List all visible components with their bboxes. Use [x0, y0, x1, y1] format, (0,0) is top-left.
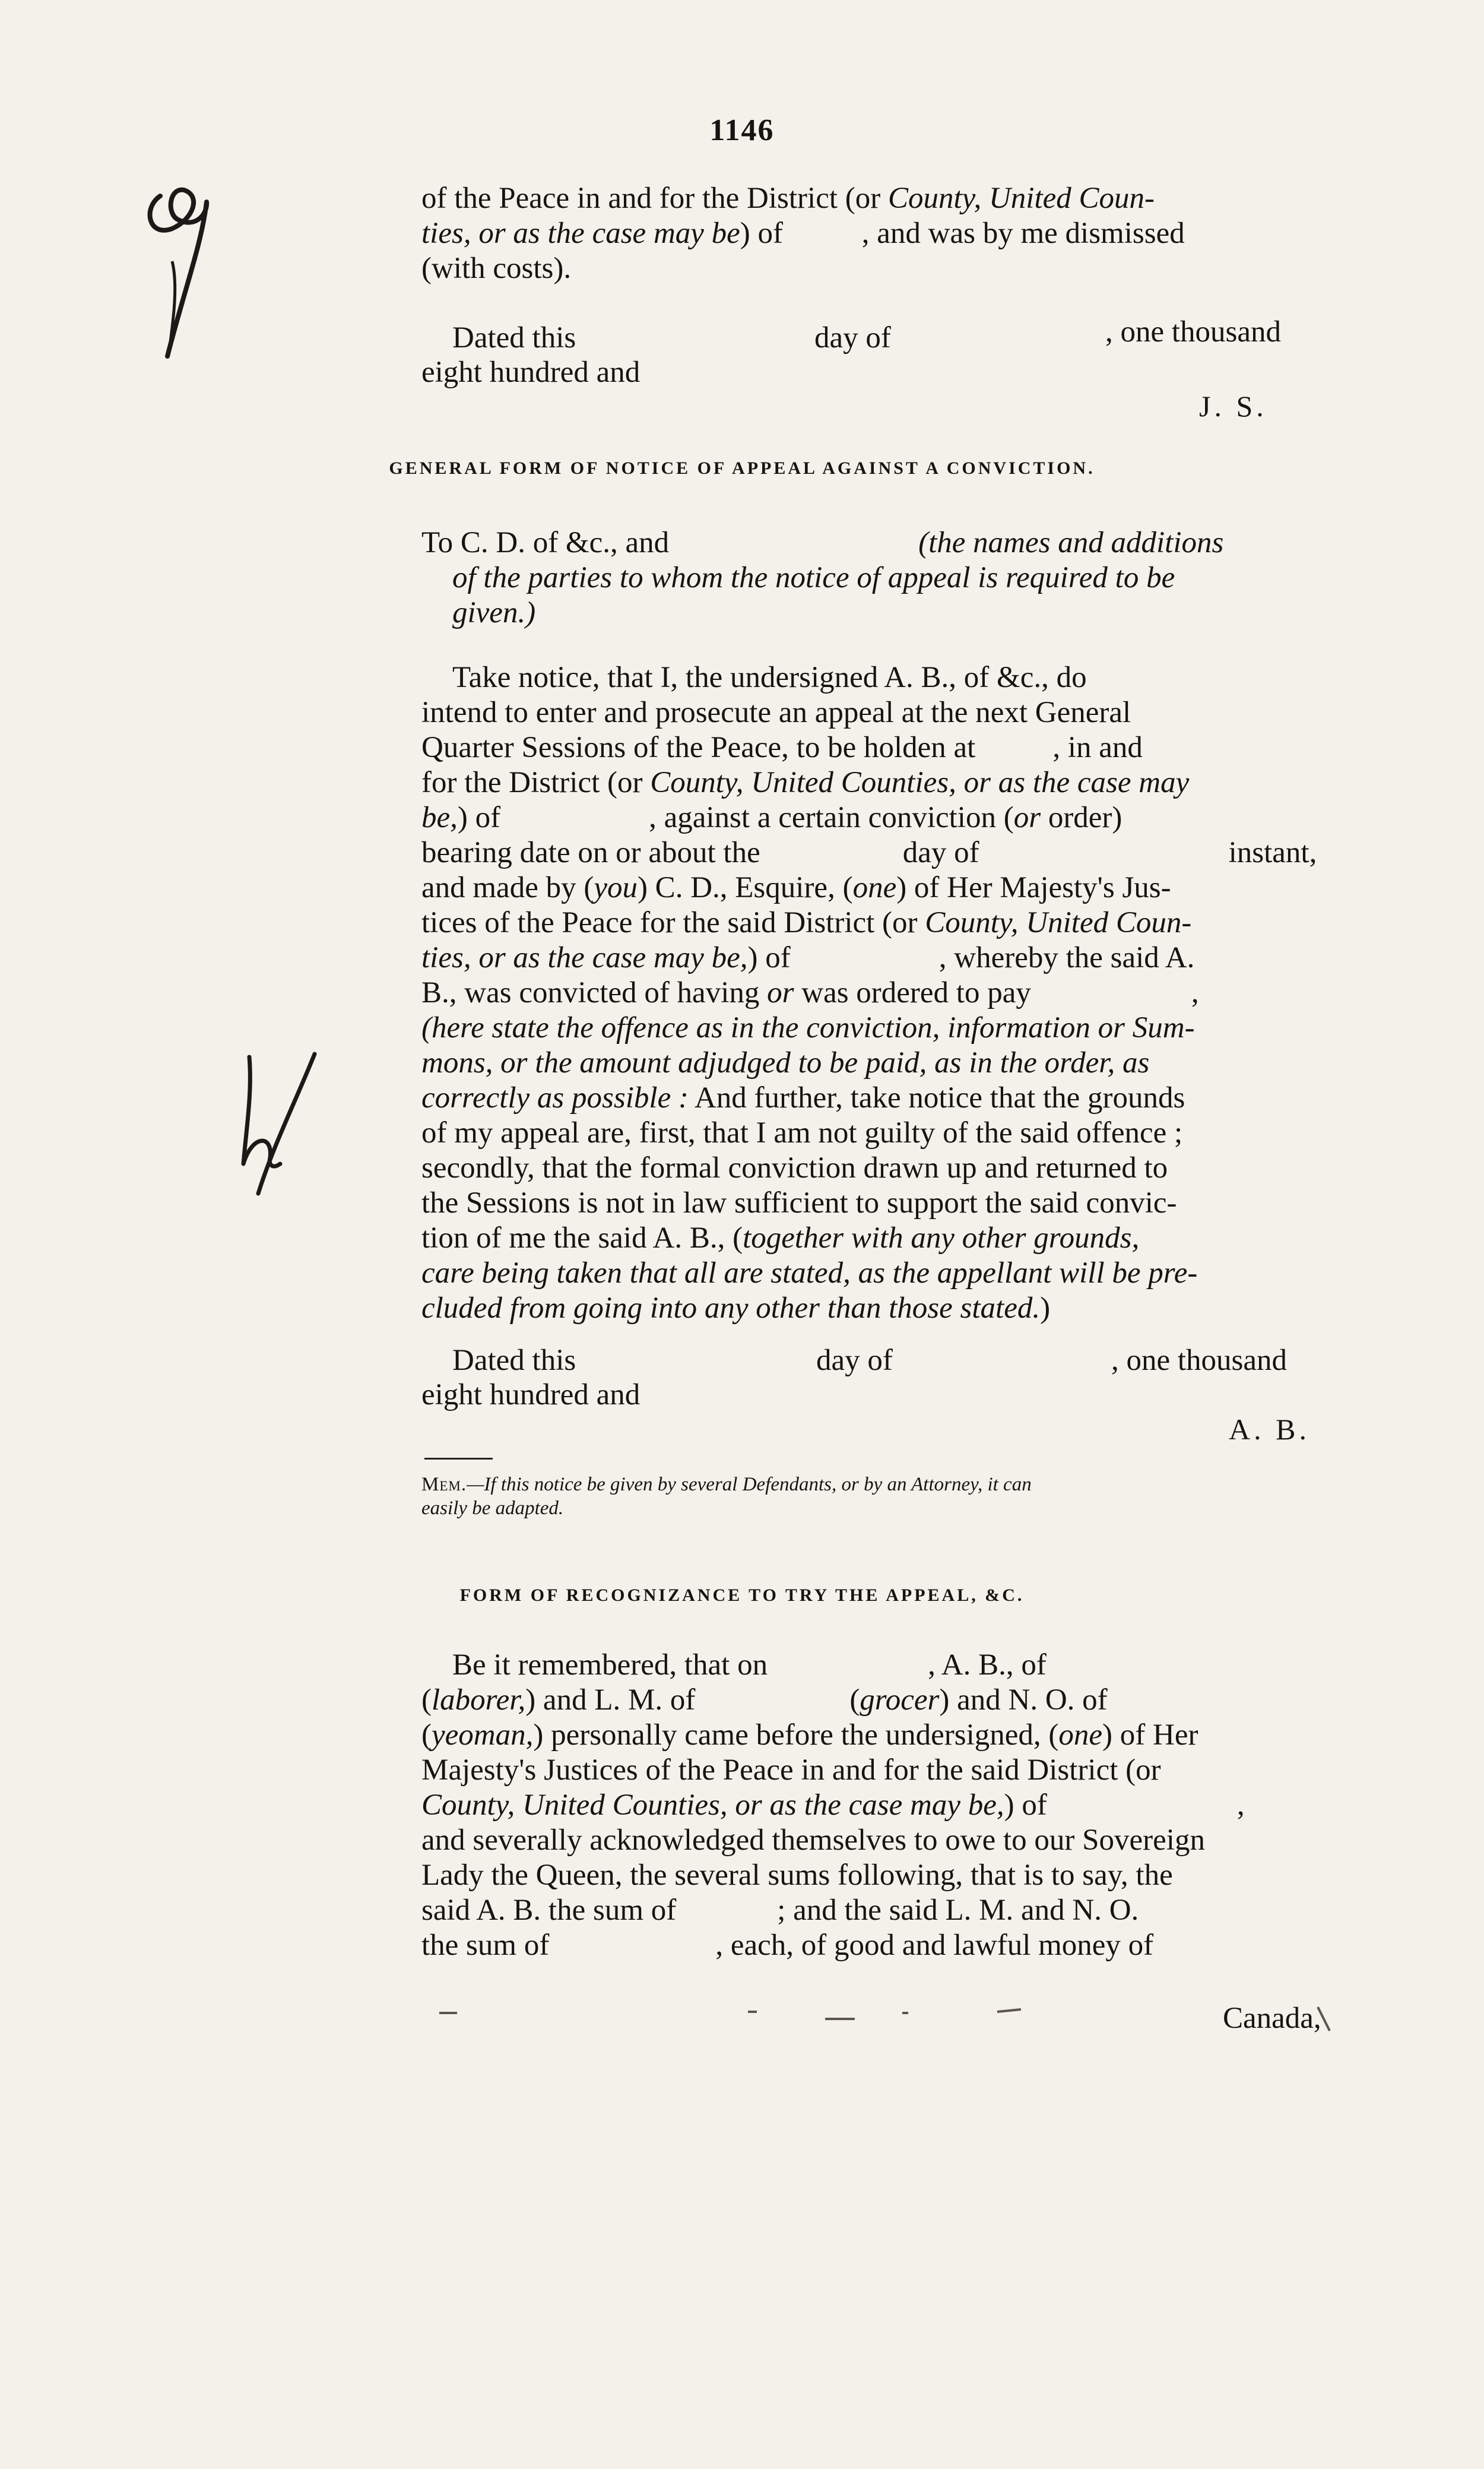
text-span: , and was by me dismissed	[861, 217, 1185, 250]
text-line: of the parties to whom the notice of appeal is required to be	[452, 561, 1175, 594]
text-span: , each, of good and lawful money of	[715, 1929, 1154, 1962]
italic-span: yeoman,	[431, 1718, 534, 1752]
text-span: ) of	[457, 801, 501, 834]
italic-span: cluded from going into any other than those stated.	[421, 1292, 1041, 1325]
text-span: To C. D. of &c., and	[421, 526, 670, 559]
italic-span: you	[594, 871, 638, 904]
memo-label: Mem.	[421, 1474, 467, 1495]
text-span: (	[849, 1683, 860, 1717]
text-line	[421, 216, 1330, 251]
text-span: , A. B., of	[928, 1648, 1047, 1682]
recognizance-body	[421, 1648, 1330, 1963]
text-line	[421, 1221, 1330, 1256]
text-line	[421, 526, 1330, 561]
dated-line-1	[452, 321, 576, 355]
text-span: , in and	[1052, 731, 1143, 764]
one-thousand-label-2: , one thousand	[1111, 1344, 1288, 1377]
text-line: secondly, that the formal conviction drawn up and returned to	[421, 1151, 1168, 1185]
italic-span: County, United Counties, or as the case may be,	[421, 1789, 1004, 1822]
italic-span: correctly as possible :	[421, 1081, 689, 1115]
text-span: was ordered to pay	[794, 976, 1031, 1009]
italic-span: or	[1013, 801, 1041, 834]
italic-span: County, United Coun-	[887, 182, 1155, 215]
text-span: ) of	[1004, 1789, 1047, 1822]
text-span: ) C. D., Esquire, (	[637, 871, 853, 904]
text-line	[421, 835, 1330, 871]
text-span: day of	[902, 836, 979, 869]
text-line	[421, 1928, 1330, 1963]
italic-span: ties, or as the case may be,	[421, 941, 748, 974]
text-span: ) and N. O. of	[939, 1683, 1108, 1717]
text-line	[421, 906, 1330, 941]
text-span: ) of	[747, 941, 791, 974]
text-line	[421, 251, 1330, 286]
text-line	[421, 181, 1330, 216]
text-span: )	[1040, 1292, 1051, 1325]
text-span: And further, take notice that the grounds	[688, 1081, 1185, 1115]
italic-span: County, United Coun-	[925, 906, 1192, 939]
text-span: ,	[1191, 976, 1199, 1009]
text-line	[421, 871, 1330, 906]
italic-span: or	[767, 976, 794, 1009]
italic-span: one	[852, 871, 897, 904]
text-span: order)	[1041, 801, 1122, 834]
text-line	[421, 800, 1330, 835]
top-fragment	[421, 181, 1330, 286]
text-span: and made by (	[421, 871, 594, 904]
text-span: ) of Her Majesty's Jus-	[896, 871, 1171, 904]
text-span: ) of	[740, 217, 791, 250]
text-line	[421, 1893, 1330, 1928]
signature-js: J. S.	[1199, 390, 1267, 423]
canada-line: Canada,	[1223, 2002, 1321, 2035]
text-span: tices of the Peace for the said District (or	[421, 906, 925, 939]
text-line: Lady the Queen, the several sums following, that is to say, the	[421, 1859, 1173, 1892]
text-span: B., was convicted of having	[421, 976, 768, 1009]
memo-rule	[424, 1458, 493, 1460]
text-line	[421, 1788, 1330, 1823]
italic-span: ties, or as the case may be	[421, 217, 740, 250]
text-line	[421, 765, 1330, 800]
text-span: ) of Her	[1102, 1718, 1198, 1752]
text-line	[421, 1291, 1330, 1326]
one-thousand-label-1: , one thousand	[1105, 315, 1282, 349]
notice-body	[421, 660, 1330, 1326]
stray-marks	[416, 1995, 1365, 2043]
text-line: mons, or the amount adjudged to be paid, as in the order, as	[421, 1046, 1150, 1080]
text-line: of my appeal are, first, that I am not guilty of the said offence ;	[421, 1116, 1183, 1150]
text-line	[421, 941, 1330, 976]
notice-heading: GENERAL FORM OF NOTICE OF APPEAL AGAINST A CONVICTION.	[389, 458, 1095, 478]
text-span: (	[421, 1683, 432, 1717]
italic-span: together with any other grounds,	[743, 1221, 1140, 1255]
recognizance-heading: FORM OF RECOGNIZANCE TO TRY THE APPEAL, &C.	[459, 1585, 1025, 1605]
italic-span: one	[1058, 1718, 1103, 1752]
text-span: of the Peace in and for the District (or	[421, 182, 888, 215]
text-line	[421, 1473, 1330, 1496]
eight-hundred-label-2: eight hundred and	[421, 1378, 640, 1411]
text-line: Take notice, that I, the undersigned A. B., of &c., do	[452, 661, 1087, 694]
text-span: the sum of	[421, 1929, 550, 1962]
text-span: Be it remembered, that on	[452, 1648, 768, 1682]
text-line	[421, 730, 1330, 765]
text-span: ) and L. M. of	[525, 1683, 696, 1717]
text-span: instant,	[1228, 836, 1317, 869]
text-span: ) personally came before the undersigned, (	[533, 1718, 1059, 1752]
eight-hundred-label-1: eight hundred and	[421, 356, 640, 389]
text-line: intend to enter and prosecute an appeal at the next General	[421, 696, 1131, 729]
text-line: easily be adapted.	[421, 1498, 564, 1519]
text-span: ; and the said L. M. and N. O.	[777, 1894, 1139, 1927]
text-span: (	[421, 1718, 432, 1752]
text-span: bearing date on or about the	[421, 836, 760, 869]
text-line: given.)	[452, 596, 536, 629]
italic-span: (the names and additions	[918, 526, 1224, 559]
text-line	[421, 1648, 1330, 1683]
text-span: (with costs).	[421, 252, 572, 285]
dated-label: Dated this	[452, 321, 576, 354]
text-line: and severally acknowledged themselves to owe to our Sovereign	[421, 1824, 1205, 1857]
text-line: care being taken that all are stated, as the appellant will be pre-	[421, 1256, 1198, 1290]
text-span: tion of me the said A. B., (	[421, 1221, 743, 1255]
text-span: Quarter Sessions of the Peace, to be holden at	[421, 731, 976, 764]
italic-span: laborer,	[431, 1683, 526, 1717]
page-number: 1146	[709, 113, 775, 147]
italic-span: grocer	[860, 1683, 940, 1717]
day-of-label-1: day of	[814, 321, 891, 354]
margin-handwritten-mark-top	[137, 172, 220, 368]
text-line: the Sessions is not in law sufficient to support the said convic-	[421, 1186, 1177, 1220]
text-span: ,	[1236, 1789, 1245, 1822]
text-span: , against a certain conviction (	[649, 801, 1014, 834]
text-span: , whereby the said A.	[938, 941, 1195, 974]
dated-line-2: Dated this	[452, 1344, 576, 1377]
italic-span: be,	[421, 801, 458, 834]
signature-ab: A. B.	[1229, 1413, 1310, 1446]
text-span: for the District (or	[421, 766, 651, 799]
italic-span: County, United Counties, or as the case may	[650, 766, 1190, 799]
text-line: Majesty's Justices of the Peace in and for the said District (or	[421, 1753, 1161, 1787]
text-line: (here state the offence as in the conviction, information or Sum-	[421, 1011, 1195, 1044]
notice-addressee	[421, 526, 1330, 631]
day-of-label-2: day of	[816, 1344, 893, 1377]
margin-handwritten-mark-middle	[226, 1045, 338, 1199]
text-line	[421, 976, 1330, 1011]
text-line	[421, 1081, 1330, 1116]
italic-span: —If this notice be given by several Defendants, or by an Attorney, it can	[467, 1474, 1032, 1495]
text-line	[421, 1683, 1330, 1718]
text-line	[421, 1718, 1330, 1753]
memo-note	[421, 1473, 1330, 1520]
text-span: said A. B. the sum of	[421, 1894, 677, 1927]
